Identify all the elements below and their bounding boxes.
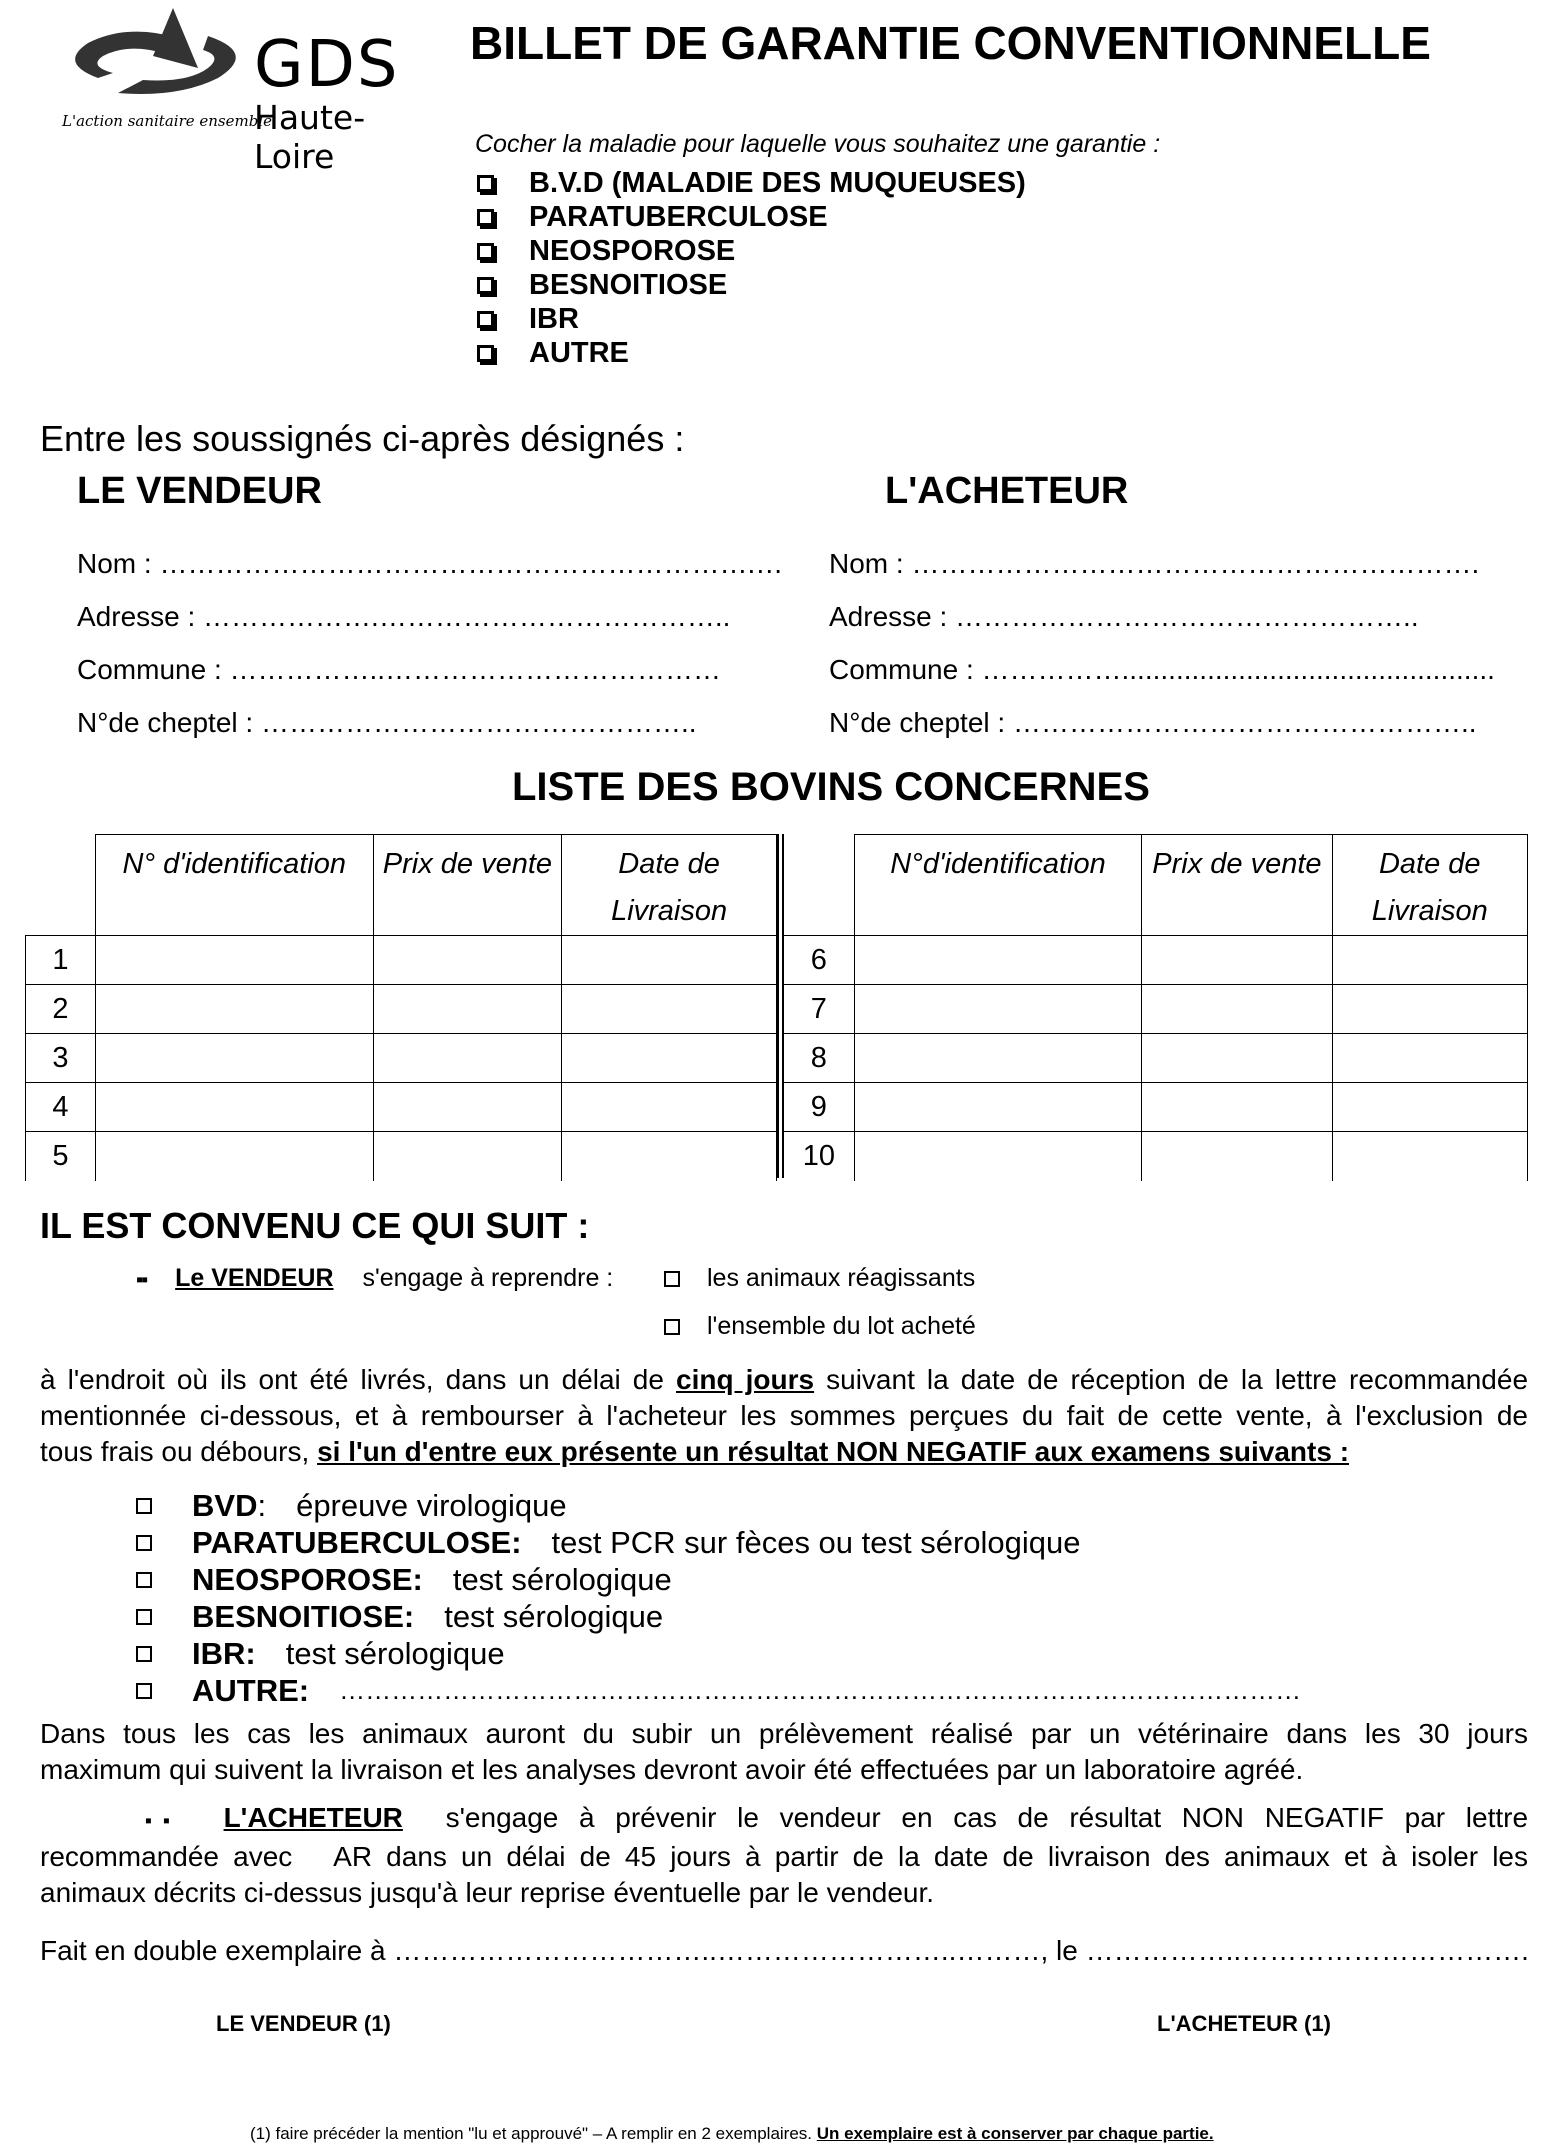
paragraph-text: maximum qui suivent la livraison et les analyses devront avoir été effectuées par un laboratoire agréé. [40,1754,1304,1785]
table-cell[interactable] [562,936,777,985]
table-cell[interactable] [1332,1132,1528,1181]
agreement-heading: IL EST CONVENU CE QUI SUIT : [40,1205,590,1246]
checkbox-icon[interactable] [477,311,494,328]
disease-label: PARATUBERCULOSE [529,200,828,233]
row-number: 9 [784,1083,854,1132]
footnote-text: (1) faire précéder la mention "lu et approuvé" – A remplir en 2 exemplaires. [250,2124,813,2143]
disease-label: AUTRE [529,336,629,369]
checkbox-icon[interactable] [477,243,494,260]
paragraph-text: animaux décrits ci-dessus jusqu'à leur reprise éventuelle par le vendeur. [40,1877,935,1908]
table-cell[interactable] [95,1083,373,1132]
table-cell[interactable] [1142,1034,1332,1083]
table-cell[interactable] [1332,936,1528,985]
seller-commune-field[interactable]: Commune : ……………..……………………………… [77,654,722,685]
table-cell[interactable] [562,985,777,1034]
buyer-commune-field[interactable]: Commune : ……………................................................ [829,654,1495,685]
checkbox-icon[interactable] [136,1498,152,1514]
seller-name-field[interactable]: Nom : ……………………………………………………….… [77,548,784,579]
table-cell[interactable] [562,1083,777,1132]
table-cell[interactable] [373,985,562,1034]
table-cell[interactable] [1332,985,1528,1034]
bullet-icon: ▪▪ [132,1810,181,1832]
seller-cheptel-field[interactable]: N°de cheptel : ……………………………………….. [77,707,697,738]
delay-emphasis: cinq jours [676,1364,815,1395]
seller-commitment [136,1264,613,1293]
test-option[interactable] [136,1561,1301,1598]
condition-emphasis: si l'un d'entre eux présente un résultat NON NEGATIF aux examens suivants : [317,1436,1350,1467]
seller-commit-text: s'engage à reprendre : [362,1264,614,1292]
paragraph-text: Dans tous les cas les animaux auront du subir un prélèvement réalisé par un vétérinaire dans les 30 jours [40,1718,1528,1749]
row-number: 4 [26,1083,96,1132]
table-cell[interactable] [1142,1132,1332,1181]
row-number: 7 [784,985,854,1034]
disease-option[interactable] [477,166,1026,200]
table-cell[interactable] [854,985,1142,1034]
paragraph-text: recommandée avec AR dans un délai de 45 jours à partir de la date de livraison des animaux et à isoler les [40,1841,1528,1872]
logo-tagline: L'action sanitaire ensemble [62,112,273,130]
row-number: 10 [784,1132,854,1181]
paragraph-text: suivant la date de réception de la lettre recommandée [826,1364,1529,1395]
disease-option[interactable] [477,234,1026,268]
table-cell[interactable] [854,1034,1142,1083]
tests-checklist [136,1487,1301,1709]
logo-brand: GDS [254,28,400,102]
table-cell[interactable] [854,1083,1142,1132]
table-cell[interactable] [1142,985,1332,1034]
return-option-label: les animaux réagissants [707,1264,976,1292]
checkbox-icon[interactable] [136,1572,152,1588]
seller-commit-label: Le VENDEUR [175,1264,334,1292]
table-row [26,1034,777,1083]
document-title: BILLET DE GARANTIE CONVENTIONNELLE [470,17,1431,69]
buyer-cheptel-field[interactable]: N°de cheptel : ………………………………………….. [829,707,1477,738]
table-cell[interactable] [95,936,373,985]
column-header: Prix de vente [1142,835,1332,936]
buyer-name-field[interactable]: Nom : ……………………………………………………. [829,548,1480,579]
other-test-field[interactable]: ………………………………………………………………………………………………… [339,1675,1302,1705]
checkbox-icon[interactable] [136,1535,152,1551]
row-number: 5 [26,1132,96,1181]
row-number: 8 [784,1034,854,1083]
test-option[interactable] [136,1672,1301,1709]
buyer-commitment [40,1800,1528,1911]
table-row [26,1083,777,1132]
bullet-icon: ▪▪ [136,1269,147,1291]
table-cell[interactable] [1142,1083,1332,1132]
table-row [784,1132,1528,1181]
parties-intro: Entre les soussignés ci-après désignés : [40,418,685,459]
footnote-emphasis: Un exemplaire est à conserver par chaque partie. [816,2124,1214,2143]
cattle-table-right [784,834,1528,1181]
checkbox-icon[interactable] [136,1646,152,1662]
checkbox-icon[interactable] [664,1271,680,1287]
table-row [26,936,777,985]
table-cell[interactable] [854,936,1142,985]
table-cell[interactable] [95,1132,373,1181]
test-method: test sérologique [444,1598,664,1634]
checkbox-icon[interactable] [136,1609,152,1625]
done-at-field[interactable]: Fait en double exemplaire à ……………………………..……………………..………, le ……………..…………………………. [40,1935,1529,1966]
checkbox-icon[interactable] [477,175,494,192]
disease-label: IBR [529,302,579,335]
column-header: Date de Livraison [562,835,777,936]
return-option-1[interactable] [664,1264,975,1293]
table-cell[interactable] [373,1132,562,1181]
logo [58,8,428,176]
buyer-address-field[interactable]: Adresse : ………………………………………….. [829,601,1419,632]
checkbox-icon[interactable] [136,1683,152,1699]
logo-region: Haute-Loire [254,98,366,176]
test-disease: PARATUBERCULOSE [192,1524,512,1560]
table-row [784,1034,1528,1083]
buyer-signature-label: L'ACHETEUR (1) [1157,2011,1331,2036]
gds-logo-icon [58,8,248,103]
table-cell[interactable] [373,936,562,985]
disease-option[interactable] [477,268,1026,302]
test-separator: : [403,1598,415,1634]
row-number: 6 [784,936,854,985]
table-cell[interactable] [854,1132,1142,1181]
test-method: test sérologique [452,1561,672,1597]
test-separator: : [412,1561,423,1597]
table-cell[interactable] [95,1034,373,1083]
buyer-fields [829,537,1495,749]
seller-fields [77,537,783,749]
table-cell[interactable] [95,985,373,1034]
test-separator: : [257,1487,267,1523]
disease-option[interactable] [477,336,1026,370]
seller-signature-label: LE VENDEUR (1) [216,2011,391,2036]
table-row [784,985,1528,1034]
checkbox-icon[interactable] [664,1319,680,1335]
column-header: Prix de vente [373,835,562,936]
test-disease: IBR [192,1635,246,1671]
test-option[interactable] [136,1635,1301,1672]
paragraph-text: tous frais ou débours, [40,1436,310,1467]
row-number: 2 [26,985,96,1034]
disease-instruction: Cocher la maladie pour laquelle vous souhaitez une garantie : [475,130,1161,158]
test-option[interactable] [136,1598,1301,1635]
table-cell[interactable] [373,1083,562,1132]
footnote [250,2124,1214,2143]
paragraph-text: mentionnée ci-dessous, et à rembourser à l'acheteur les sommes perçues du fait de cette vente, à l'exclusion de [40,1400,1528,1431]
table-cell[interactable] [373,1034,562,1083]
paragraph-text: s'engage à prévenir le vendeur en cas de résultat NON NEGATIF par lettre [445,1802,1529,1833]
return-option-label: l'ensemble du lot acheté [707,1312,976,1340]
disease-option[interactable] [477,200,1026,234]
test-disease: AUTRE [192,1672,299,1708]
sampling-paragraph [40,1716,1528,1788]
row-number: 3 [26,1034,96,1083]
return-paragraph [40,1362,1528,1470]
buyer-heading: L'ACHETEUR [885,470,1129,512]
table-row [784,936,1528,985]
column-header: N° d'identification [95,835,373,936]
disease-label: B.V.D (MALADIE DES MUQUEUSES) [529,166,1026,199]
test-method: test PCR sur fèces ou test sérologique [551,1524,1081,1560]
cattle-table-left [25,834,777,1181]
table-cell[interactable] [562,1132,777,1181]
return-option-2[interactable] [664,1312,976,1341]
row-number: 1 [26,936,96,985]
disease-checklist [477,166,1026,370]
test-disease: BVD [192,1487,258,1523]
table-title: LISTE DES BOVINS CONCERNES [512,765,1150,809]
table-divider [777,834,784,1178]
seller-address-field[interactable]: Adresse : ……………….……………………………….. [77,601,731,632]
checkbox-icon[interactable] [477,277,494,294]
table-cell[interactable] [1332,1034,1528,1083]
checkbox-icon[interactable] [477,209,494,226]
disease-label: BESNOITIOSE [529,268,728,301]
table-row [26,985,777,1034]
test-option[interactable] [136,1524,1301,1561]
disease-label: NEOSPOROSE [529,234,736,267]
test-option[interactable] [136,1487,1301,1524]
test-separator: : [298,1672,310,1708]
test-separator: : [245,1635,256,1671]
test-method: test sérologique [285,1635,505,1671]
column-header: N°d'identification [854,835,1142,936]
disease-option[interactable] [477,302,1026,336]
seller-heading: LE VENDEUR [77,470,322,512]
paragraph-text: à l'endroit où ils ont été livrés, dans un délai de [40,1364,664,1395]
buyer-commit-label: L'ACHETEUR [223,1802,403,1833]
test-disease: NEOSPOROSE [192,1561,413,1597]
table-row [26,1132,777,1181]
checkbox-icon[interactable] [477,345,494,362]
test-separator: : [511,1524,522,1560]
test-method: épreuve virologique [296,1487,567,1523]
table-row [784,1083,1528,1132]
column-header: Date de Livraison [1332,835,1528,936]
table-cell[interactable] [1332,1083,1528,1132]
table-cell[interactable] [562,1034,777,1083]
test-disease: BESNOITIOSE [192,1598,404,1634]
table-cell[interactable] [1142,936,1332,985]
